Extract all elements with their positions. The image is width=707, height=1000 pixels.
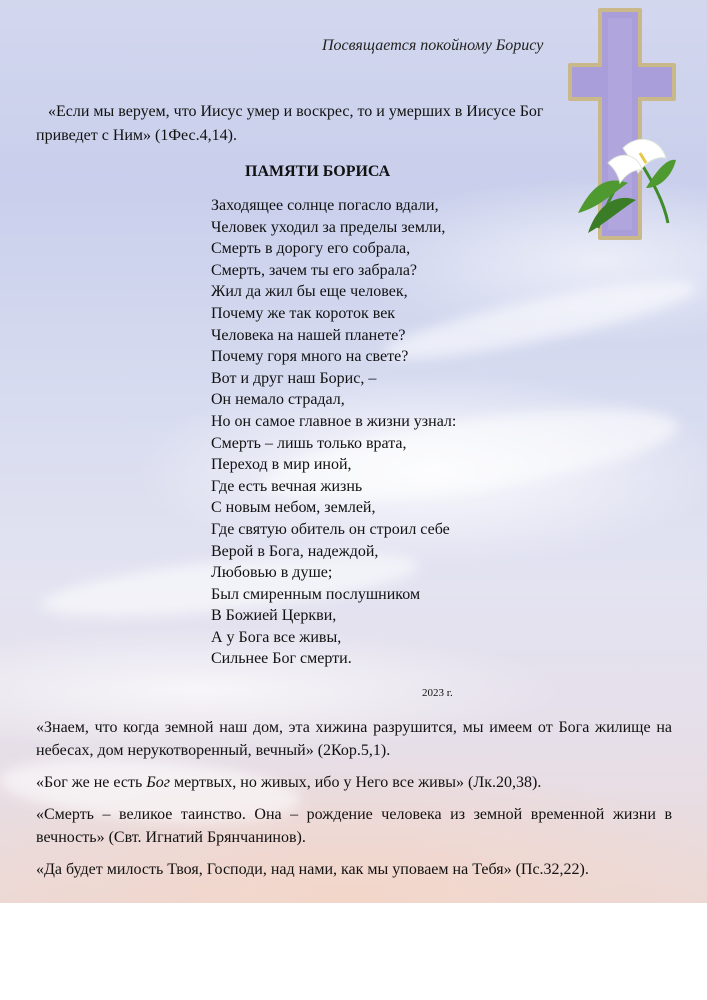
scripture-quotes	[36, 716, 672, 890]
poem-line: С новым небом, землей,	[211, 499, 376, 517]
quote-2cor: «Знаем, что когда земной наш дом, эта хижина разрушится, мы имеем от Бога жилище на небесах, дом нерукотворенный, вечный» (2Кор.5,1).	[36, 719, 672, 759]
poem-line: Вот и друг наш Борис, –	[211, 369, 377, 387]
poem-line: Заходящее солнце погасло вдали,	[211, 197, 439, 214]
poem-line: Почему горя много на свете?	[211, 348, 409, 366]
quote-psalm: «Да будет милость Твоя, Господи, над нами, как мы уповаем на Тебя» (Пс.32,22).	[36, 861, 589, 878]
poem-line: Жил да жил бы еще человек,	[211, 283, 408, 301]
poem-line: Переход в мир иной,	[211, 456, 352, 474]
poem-line: Где святую обитель он строил себе	[211, 520, 450, 538]
poem-line: А у Бога все живы,	[211, 628, 342, 646]
poem-line: Но он самое главное в жизни узнал:	[211, 412, 457, 430]
poem-line: Был смиренным послушником	[211, 585, 421, 603]
poem-line: Человек уходил за пределы земли,	[211, 218, 446, 236]
quote-luke	[36, 771, 672, 794]
poem-line: Смерть, зачем ты его забрала?	[211, 261, 418, 279]
quote-luke-part: «Бог же не есть	[36, 774, 147, 791]
epigraph-quote: «Если мы веруем, что Иисус умер и воскрес, то и умерших в Иисусе Бог приведет с Ним» (1Фес.4,14).	[36, 103, 544, 144]
quote-luke-part: мертвых, но живых, ибо у Него все живы» (Лк.20,38).	[169, 774, 542, 791]
quote-ignatius: «Смерть – великое таинство. Она – рождение человека из земной временной жизни в вечность» (Свт. Игнатий Брянчанинов).	[36, 806, 672, 846]
poem-line: Смерть – лишь только врата,	[211, 434, 407, 452]
poem-line: Смерть в дорогу его собрала,	[211, 240, 411, 258]
poem-line: В Божией Церкви,	[211, 607, 337, 625]
poem-line: Человека на нашей планете?	[211, 326, 406, 344]
quote-luke-italic: Бог	[146, 774, 170, 791]
poem-title: ПАМЯТИ БОРИСА	[245, 163, 391, 180]
poem-line: Где есть вечная жизнь	[211, 477, 363, 495]
poem-line: Верой в Бога, надеждой,	[211, 542, 379, 560]
poem-line: Сильнее Бог смерти.	[211, 650, 352, 668]
poem	[211, 195, 456, 670]
poem-line: Любовью в душе;	[211, 564, 333, 582]
dedication: Посвящается покойному Борису	[322, 37, 544, 54]
poem-line: Он немало страдал,	[211, 391, 345, 409]
poem-line: Почему же так короток век	[211, 304, 396, 322]
poem-year: 2023 г.	[422, 687, 453, 699]
